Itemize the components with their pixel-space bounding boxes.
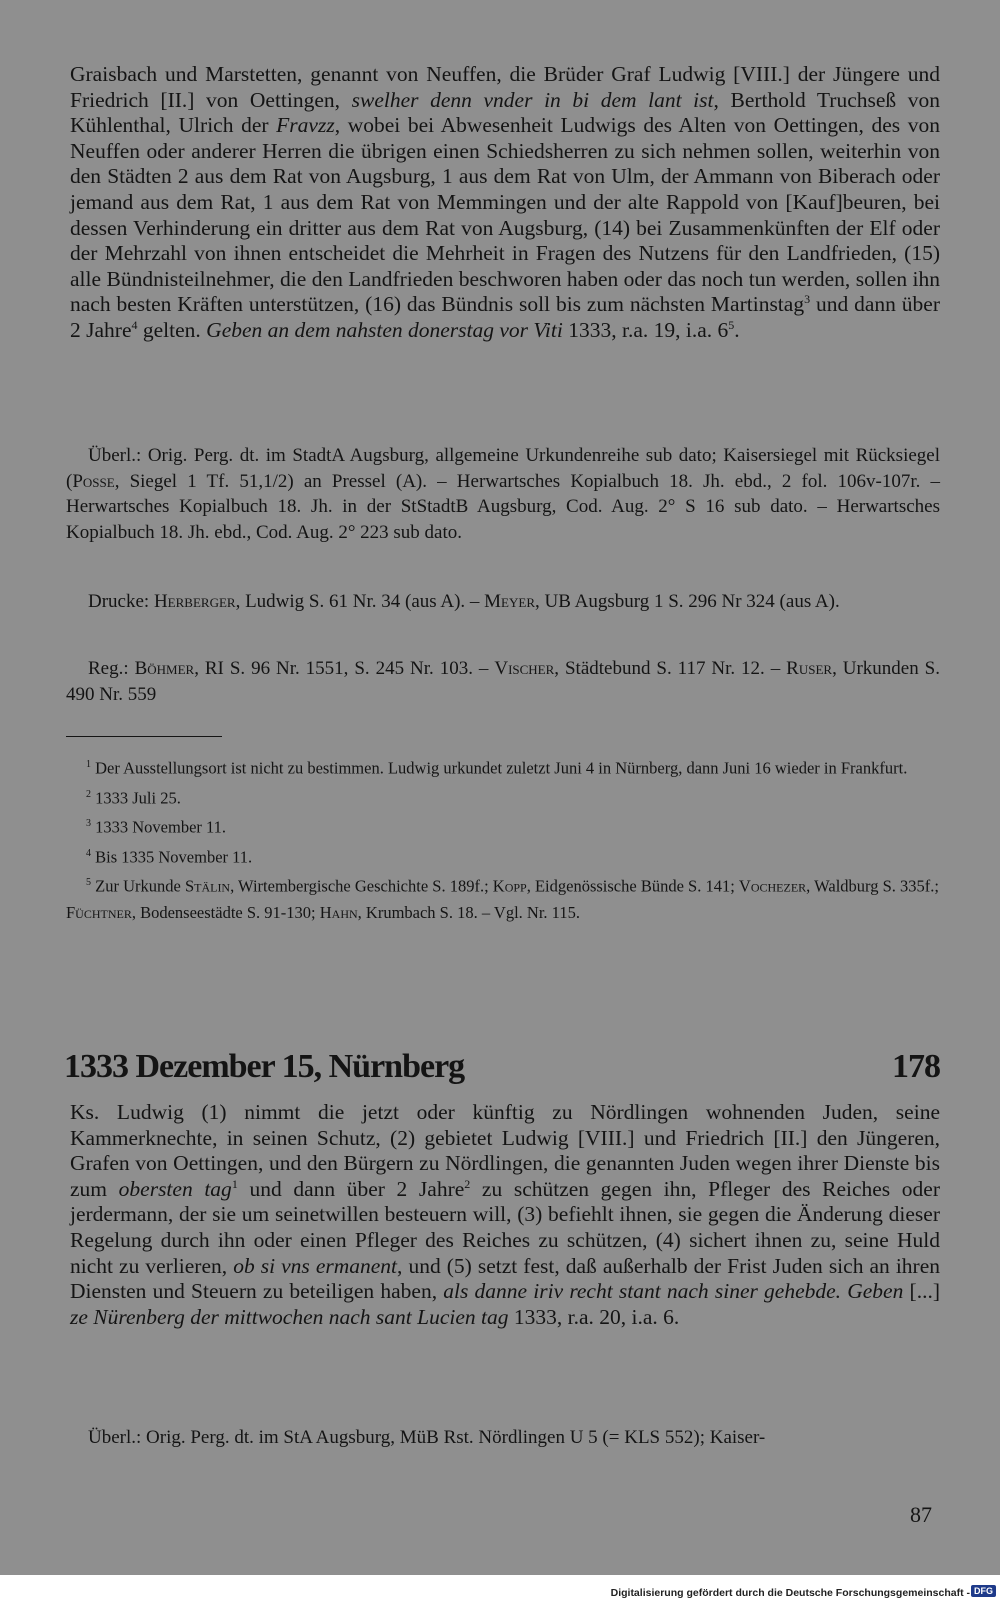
footnote-item: $^1$ Der Ausstellungsort ist nicht zu bestimmen. Ludwig urkundet zuletzt Juni 4 in Nürnberg, dann Juni 16 wieder in Frankfurt. bbox=[86, 758, 908, 778]
footnote-marker[interactable]: 2 bbox=[464, 1176, 471, 1191]
footnote-marker[interactable]: 4 bbox=[131, 317, 138, 332]
document-number: 178 bbox=[892, 1048, 940, 1085]
document-178-text: Ks. Ludwig (1) nimmt die jetzt oder künftig zu Nördlingen wohnenden Juden, seine Kammerknechte, in seinen Schutz, (2) gebietet Ludwig [VIII.] und Friedrich [II.] den Jüngeren, Grafen von Oettingen, und den Bürgern zu Nördlingen, die genannten Juden wegen ihrer Dienste bis zum obersten tag$^1$ und dann über 2 Jahre$^2$ zu schützen gegen ihn, Pfleger des Reiches oder jerdermann, der sie um seinetwillen besteuern will, (3) befiehlt ihnen, sie gegen die Änderung dieser Regelung durch ihn oder einen Pfleger des Reiches zu schützen, (4) sichert ihnen zu, seine Huld nicht zu verlieren, ob si vns ermanent, und (5) setzt fest, daß außerhalb der Frist Juden sich an ihren Diensten und Steuern zu beteiligen haben, als danne iriv recht stant nach siner gehebde. Geben [...] ze Nürenberg der mittwochen nach sant Lucien tag 1333, r.a. 20, i.a. 6. bbox=[70, 1100, 941, 1329]
ueberlieferung-note-178: Überl.: Orig. Perg. dt. im StA Augsburg, MüB Rst. Nördlingen U 5 (= KLS 552); Kaiser- bbox=[88, 1427, 766, 1448]
footnote-item: $^5$ Zur Urkunde Stälin, Wirtembergische Geschichte S. 189f.; Kopp, Eidgenössische Bünde S. 141; Vochezer, Waldburg S. 335f.; Füchtner, Bodenseestädte S. 91-130; Hahn, Krumbach S. 18. – Vgl. Nr. 115. bbox=[66, 876, 939, 922]
regesten-note: Reg.: Böhmer, RI S. 96 Nr. 1551, S. 245 Nr. 103. – Vischer, Städtebund S. 117 Nr. 12. – Ruser, Urkunden S. 490 Nr. 559 bbox=[66, 658, 940, 705]
page-number: 87 bbox=[910, 1502, 932, 1527]
funding-notice: Digitalisierung gefördert durch die Deutsche Forschungsgemeinschaft - bbox=[610, 1587, 970, 1599]
ueberlieferung-note: Überl.: Orig. Perg. dt. im StadtA Augsburg, allgemeine Urkundenreihe sub dato; Kaisersiegel mit Rücksiegel (Posse, Siegel 1 Tf. 51,1/2) an Pressel (A). – Herwartsches Kopialbuch 18. Jh. ebd., 2 fol. 106v-107r. – Herwartsches Kopialbuch 18. Jh. in der StStadtB Augsburg, Cod. Aug. 2° S 16 sub dato. – Herwartsches Kopialbuch 18. Jh. ebd., Cod. Aug. 2° 223 sub dato. bbox=[66, 445, 940, 543]
document-date-place: 1333 Dezember 15, Nürnberg bbox=[64, 1048, 465, 1085]
footnotes-list bbox=[66, 752, 940, 926]
footnote-divider bbox=[66, 736, 222, 737]
digitization-footer bbox=[0, 1575, 1000, 1604]
footnote-marker[interactable]: 5 bbox=[728, 317, 735, 332]
footnote-marker[interactable]: 1 bbox=[231, 1176, 238, 1191]
footnote-item: $^4$ Bis 1335 November 11. bbox=[86, 847, 253, 866]
footnote-item: $^2$ 1333 Juli 25. bbox=[86, 788, 181, 807]
document-178-heading bbox=[64, 1048, 940, 1086]
dfg-logo: DFG bbox=[971, 1585, 996, 1597]
drucke-note: Drucke: Herberger, Ludwig S. 61 Nr. 34 (aus A). – Meyer, UB Augsburg 1 S. 296 Nr 324 (aus A). bbox=[88, 591, 840, 612]
footnote-marker[interactable]: 3 bbox=[804, 292, 811, 307]
footnote-item: $^3$ 1333 November 11. bbox=[86, 817, 227, 837]
document-177-text: Graisbach und Marstetten, genannt von Neuffen, die Brüder Graf Ludwig [VIII.] der Jüngere und Friedrich [II.] von Oettingen, swelher denn vnder in bi dem lant ist, Berthold Truchseß von Kühlenthal, Ulrich der Fravzz, wobei bei Abwesenheit Ludwigs des Alten von Oettingen, des von Neuffen oder anderer Herren die übrigen einen Schiedsherren zu sich nehmen sollen, weiterhin von den Städten 2 aus dem Rat von Augsburg, 1 aus dem Rat von Ulm, der Ammann von Biberach oder jemand aus dem Rat, 1 aus dem Rat von Memmingen und der alte Rappold von [Kauf]beuren, bei dessen Verhinderung ein dritter aus dem Rat von Augsburg, (14) bei Zusammenkünften der Elf oder der Mehrzahl von ihnen entscheidet die Mehrheit in Fragen des Nutzens für den Landfrieden, (15) alle Bündnisteilnehmer, die den Landfrieden beschworen haben oder das noch tun werden, sollen ihn nach besten Kräften unterstützen, (16) das Bündnis soll bis zum nächsten Martinstag$^3$ und dann über 2 Jahre$^4$ gelten. Geben an dem nahsten donerstag vor Viti 1333, r.a. 19, i.a. 6$^5$. bbox=[70, 62, 941, 342]
